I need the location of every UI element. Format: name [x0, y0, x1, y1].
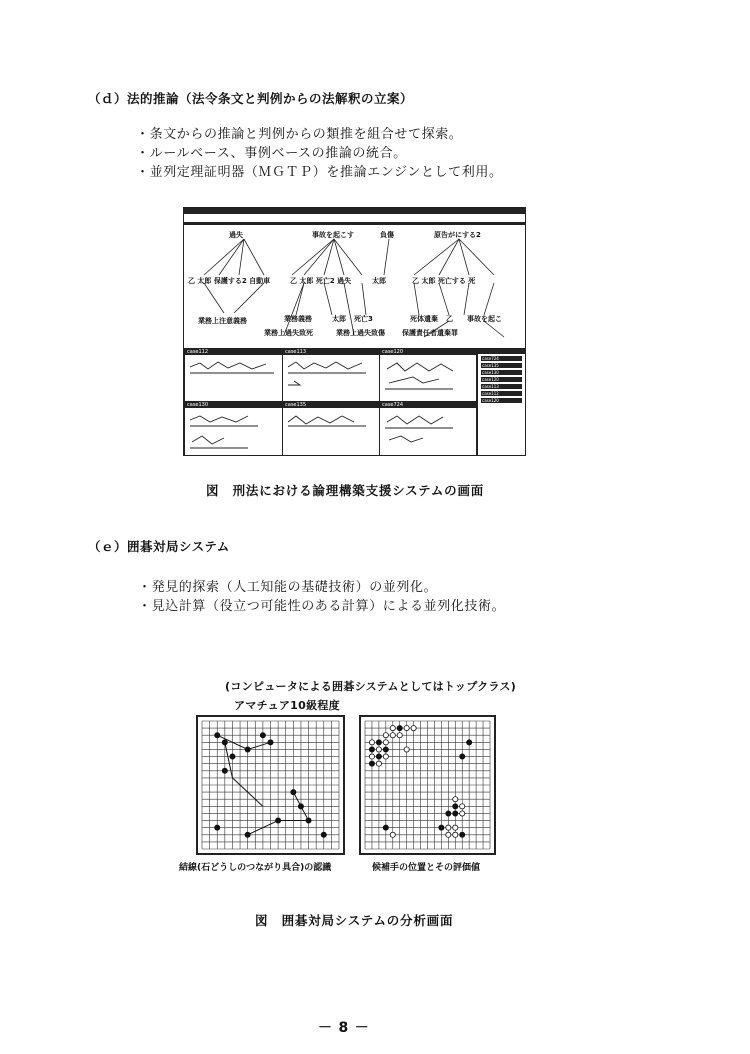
page-number: － 8 －: [318, 1020, 370, 1036]
case-panel-sketch: [383, 412, 473, 452]
go-board-left-caption: 結線(石どうしのつながり具合)の認識: [179, 863, 332, 873]
case-list-sidebar[interactable]: [476, 348, 525, 455]
white-stone: [453, 832, 458, 837]
case-list-header: [478, 348, 525, 354]
white-stone: [397, 733, 402, 738]
white-stone: [376, 747, 381, 752]
go-board-candidates: [359, 715, 496, 855]
go-board-grid-left: [198, 717, 343, 853]
case-panel: [379, 401, 476, 455]
case-list-item[interactable]: case724: [481, 356, 522, 361]
black-stone: [383, 747, 388, 752]
case-list-item[interactable]: case135: [481, 363, 522, 368]
case-panel: [184, 348, 282, 401]
case-panel: [379, 348, 476, 401]
case-list-item[interactable]: case112: [481, 391, 522, 396]
case-panel-sketch: [188, 412, 278, 452]
black-stone: [446, 811, 451, 816]
black-stone: [369, 747, 374, 752]
black-stone: [230, 754, 235, 759]
go-system-note: (コンピュータによる囲碁システムとしてはトップクラス): [225, 680, 517, 693]
white-stone: [446, 825, 451, 830]
white-stone: [369, 740, 374, 745]
case-panel-title: case120: [380, 349, 476, 355]
white-stone: [411, 726, 416, 731]
legal-reasoning-screen-figure: [183, 207, 526, 456]
tree-label: 死亡3: [354, 315, 373, 323]
go-system-level: アマチュア10級程度: [234, 699, 340, 712]
black-stone: [215, 733, 220, 738]
case-list-item[interactable]: case120: [481, 398, 522, 403]
black-stone: [215, 825, 220, 830]
section-d-bullet-1: ・条文からの推論と判例からの類推を組合せて探索。: [136, 127, 463, 142]
black-stone: [453, 811, 458, 816]
white-stone: [376, 761, 381, 766]
case-panel-sketch: [188, 359, 278, 379]
white-stone: [390, 733, 395, 738]
black-stone: [222, 768, 227, 773]
go-board-connection: [196, 715, 345, 855]
tree-label: 事故を起こす: [312, 231, 354, 239]
screen-title-bar: [184, 208, 525, 214]
tree-label: 太郎: [332, 315, 346, 323]
black-stone: [321, 832, 326, 837]
white-stone: [404, 747, 409, 752]
tree-label: 太郎: [372, 277, 386, 285]
black-stone: [467, 740, 472, 745]
tree-label: 過失: [229, 231, 243, 239]
white-stone: [446, 832, 451, 837]
black-stone: [245, 832, 250, 837]
go-board-grid-right: [361, 717, 494, 853]
tree-label: 業務上注意義務: [198, 317, 247, 325]
case-panel-sketch: [286, 412, 376, 432]
black-stone: [376, 754, 381, 759]
tree-label: 乙 太郎 死亡する 死: [412, 277, 476, 285]
case-panel-grid: [184, 348, 476, 455]
case-list-item[interactable]: case120: [481, 377, 522, 382]
figure-caption-go: 図 囲碁対局システムの分析画面: [255, 913, 454, 928]
tree-label: 業務義務: [284, 315, 312, 323]
black-stone: [439, 825, 444, 830]
argument-tree-diagram: [184, 225, 525, 365]
case-panel-title: case130: [185, 402, 282, 408]
figure-caption-legal: 図 刑法における論理構築支援システムの画面: [206, 483, 485, 498]
white-stone: [383, 740, 388, 745]
case-panel-sketch: [383, 359, 473, 395]
go-board-right-caption: 候補手の位置とその評価値: [372, 863, 481, 873]
case-panel: [282, 401, 379, 455]
black-stone: [397, 726, 402, 731]
tree-label: 乙 太郎 保護する2 自動車: [188, 277, 271, 285]
tree-label: 死体遺棄: [410, 315, 438, 323]
black-stone: [376, 740, 381, 745]
tree-label: 乙: [446, 315, 453, 323]
white-stone: [390, 726, 395, 731]
white-stone: [460, 804, 465, 809]
section-e-bullet-1: ・発見的探索（人工知能の基礎技術）の並列化。: [138, 580, 438, 595]
case-panel-title: case135: [283, 402, 379, 408]
tree-label: 乙 太郎 死亡2 過失: [290, 277, 352, 285]
black-stone: [260, 733, 265, 738]
black-stone: [453, 804, 458, 809]
white-stone: [390, 832, 395, 837]
white-stone: [369, 754, 374, 759]
case-panel: [184, 401, 282, 455]
case-panel-sketch: [286, 359, 376, 395]
white-stone: [453, 797, 458, 802]
white-stone: [453, 825, 458, 830]
tree-label: 原告がにする2: [434, 231, 481, 239]
tree-label: 保護責任者遺棄罪: [402, 329, 458, 337]
case-panel-title: case113: [283, 349, 379, 355]
tree-label: 業務上過失致死: [264, 329, 313, 337]
section-d-bullet-2: ・ルールベース、事例ベースの推論の統合。: [136, 146, 407, 161]
case-panel: [282, 348, 379, 401]
case-list-item[interactable]: case113: [481, 384, 522, 389]
white-stone: [404, 726, 409, 731]
tree-label: 業務上過失致傷: [336, 329, 385, 337]
tree-label: 事故を起こ: [467, 315, 502, 323]
section-d-heading: （ｄ）法的推論（法令条文と判例からの法解釈の立案）: [88, 91, 414, 106]
white-stone: [460, 811, 465, 816]
case-panel-title: case112: [185, 349, 282, 355]
white-stone: [383, 733, 388, 738]
section-e-bullet-2: ・見込計算（役立つ可能性のある計算）による並列化技術。: [138, 599, 506, 614]
section-d-bullet-3: ・並列定理証明器（ＭＧＴＰ）を推論エンジンとして利用。: [136, 165, 503, 180]
case-panel-title: case724: [380, 402, 476, 408]
tree-label: 負傷: [380, 231, 394, 239]
white-stone: [383, 754, 388, 759]
case-list-item[interactable]: case130: [481, 370, 522, 375]
black-stone: [460, 832, 465, 837]
black-stone: [460, 754, 465, 759]
connection-line: [248, 742, 271, 749]
section-e-heading: （ｅ）囲碁対局システム: [88, 539, 230, 554]
black-stone: [291, 790, 296, 795]
black-stone: [369, 761, 374, 766]
black-stone: [383, 825, 388, 830]
